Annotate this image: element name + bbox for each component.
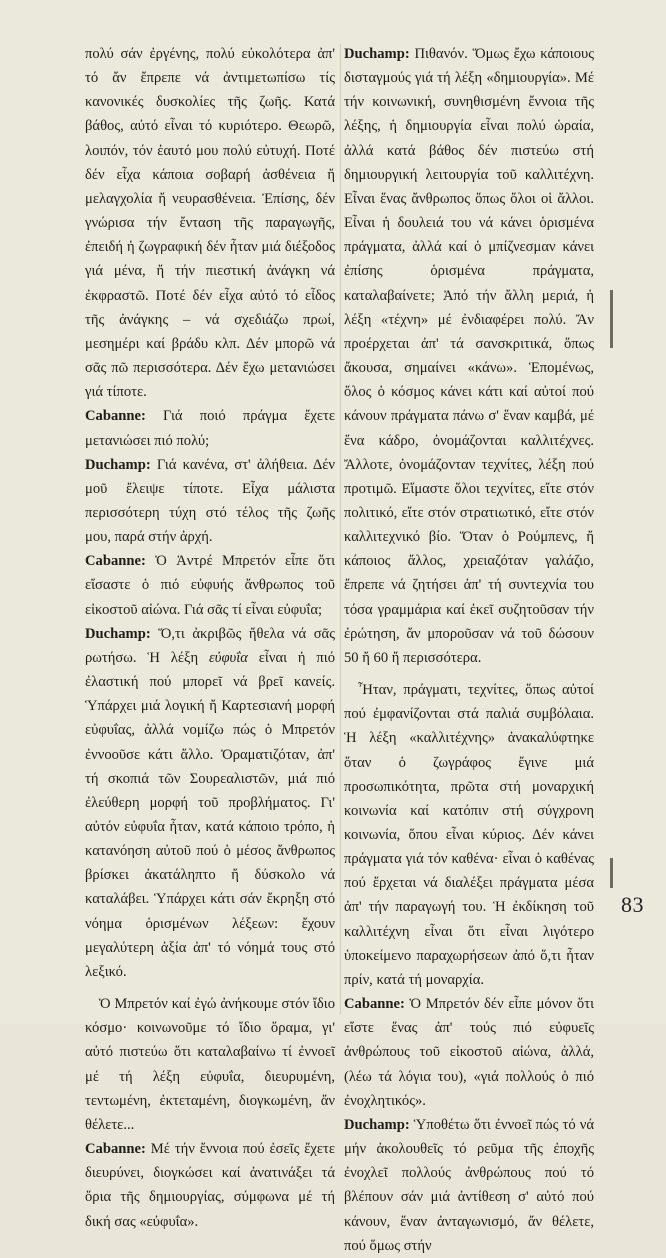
- dialogue-text: Γιά κανένα, στ' ἀλήθεια. Δέν μοῦ ἔλειψε τίποτε. Εἶχα μάλιστα περισσότερη τύχη στό τέλος τῆς ζωῆς μου, παρά στήν ἀρχή.: [85, 456, 335, 546]
- left-column: [85, 42, 335, 1234]
- paragraph-1: πολύ σάν ἐργένης, πολύ εὐκολότερα ἀπ' τό ἄν ἔπρεπε νά ἀντιμετωπίσω τίς κανονικές δυσκολίες τῆς ζωῆς. Κατά βάθος, αὐτό εἶναι τό κυριότερο. Θεωρῶ, λοιπόν, τόν ἑαυτό μου πολύ εὐτυχή. Ποτέ δέν εἶχα κάποια σοβαρή ἀσθένεια ἤ μελαγχολία ἤ νευρασθένεια. Ἐπίσης, δέν γνώρισα τήν ἔνταση τῆς παραγωγῆς, ἐπειδή ἡ ζωγραφική δέν ἦταν μιά διέξοδος γιά μένα, ἤ τήν πιεστική ἀνάγκη νά ἐκφραστῶ. Ποτέ δέν εἶχα αὐτό τό εἶδος τῆς ἀνάγκης – νά σχεδιάζω πρωί, μεσημέρι καί βράδυ κλπ. Δέν μπορῶ νά σᾶς πῶ περισσότερα. Δέν ἔχω μετανιώσει γιά τίποτε.: [85, 46, 335, 401]
- dialogue-text: Ὑποθέτω ὅτι ἐννοεῖ πώς τό νά μήν ἀκολουθεῖς τό ρεῦμα τῆς ἐποχῆς ἐνοχλεῖ πολλούς ἀνθρώπους πού τό βλέπουν σάν μιά ἀντίθεση σ' αὐτό πού κάνουν, ἕναν ἀνταγωνισμό, ἄν θέλετε, πού ὅμως στήν: [344, 1116, 594, 1254]
- dialogue-text: Ὅ,τι ἀκριβῶς ἤθελα νά σᾶς ρωτήσω. Ἡ λέξη: [85, 625, 335, 666]
- speaker-label: Cabanne:: [344, 996, 405, 1013]
- paragraph-11: [344, 1113, 594, 1258]
- paragraph-4: [85, 549, 335, 621]
- speaker-label: Duchamp:: [344, 46, 410, 62]
- margin-mark: [610, 858, 613, 888]
- page-number: 83: [621, 892, 644, 917]
- margin-mark: [610, 290, 613, 348]
- dialogue-text: Γιά ποιό πράγμα ἔχετε μετανιώσει πιό πολύ;: [85, 408, 335, 449]
- paragraph-3: [85, 453, 335, 550]
- column-divider: [340, 44, 341, 1014]
- speaker-label: Cabanne:: [85, 1141, 146, 1158]
- paragraph-2: [85, 404, 335, 452]
- dialogue-text: Ὁ Ἀντρέ Μπρετόν εἶπε ὅτι εἴσαστε ὁ πιό εὐφυής ἄνθρωπος τοῦ εἰκοστοῦ αἰώνα. Γιά σᾶς τί εἶναι εὐφυΐα;: [85, 553, 335, 618]
- speaker-label: Duchamp:: [85, 456, 151, 473]
- paragraph-9: Ἦταν, πράγματι, τεχνίτες, ὅπως αὐτοί πού ἐμφανίζονται στά παλιά συμβόλαια. Ἡ λέξη «καλλιτέχνης» ἀνακαλύφτηκε ὅταν ὁ ζωγράφος ἔγινε μιά προσωπικότητα, πρῶτα στή μοναρχική κοινωνία καί κατόπιν στή σύγχρονη κοινωνία, ὅπου εἶναι κύριος. Δέν κάνει πράγματα γιά τόν καθένα· εἶναι ὁ καθένας πού ἔρχεται νά διαλέξει πράγματα μέσα ἀπ' τήν παραγωγή του. Ἡ ἐκδίκηση τοῦ καλλιτέχνη εἶναι ὅτι εἶναι λιγότερο ὑποκείμενο παραχωρήσεων ἀπό ὅ,τι ἦταν πρίν, κατά τή μοναρχία.: [344, 682, 594, 988]
- speaker-label: Duchamp:: [85, 625, 151, 642]
- paragraph-6: Ὁ Μπρετόν καί ἐγώ ἀνήκουμε στόν ἴδιο κόσμο· κοινωνοῦμε τό ἴδιο ὅραμα, γι' αὐτό πιστεύω ὅτι καταλαβαίνω τί ἐννοεῖ μέ τή λέξη εὐφυΐα, διευρυμένη, τεντωμένη, ἐκτεταμένη, διογκωμένη, ἄν θέλετε...: [85, 996, 335, 1133]
- dialogue-text: Ὁ Μπρετόν δέν εἶπε μόνον ὅτι εἴστε ἕνας ἀπ' τούς πιό εὐφυεῖς ἀνθρώπους τοῦ εἰκοστοῦ αἰώνα, ἀλλά, (λέω τά λόγια του), «γιά πολλούς ὁ πιό ἐνοχλητικός».: [344, 996, 594, 1109]
- dialogue-text: Μέ τήν ἔννοια πού ἐσεῖς ἔχετε διευρύνει, διογκώσει καί ἀνατινάξει τά ὅρια τῆς δημιουργίας, σύμφωνα μέ τή δική σας «εὐφυΐα».: [85, 1141, 335, 1230]
- speaker-label: Duchamp:: [344, 1116, 410, 1133]
- paragraph-8: [344, 42, 594, 670]
- dialogue-text: εἶναι ἡ πιό ἐλαστική πού μπορεῖ νά βρεῖ κανείς. Ὑπάρχει μιά λογική ἤ Καρτεσιανή μορφή εὐφυΐας, ἀλλά νομίζω πώς ὁ Μπρετόν ἐννοοῦσε κάτι ἄλλο. Ὁραματιζόταν, ἀπ' τή σκοπιά τῶν Σουρεαλιστῶν, μιά πιό ἐλεύθερη μορφή τοῦ προβλήματος. Γι' αὐτόν εὐφυΐα ἦταν, κατά κάποιο τρόπο, ἡ κατανόηση αὐτοῦ πού ὁ μέσος ἄνθρωπος βρίσκει ἀκατάληπτο ἤ δύσκολο νά καταλάβει. Ὑπάρχει κάτι σάν ἔκρηξη στό νόημα ὁρισμένων λέξεων: ἔχουν μεγαλύτερη ἀξία ἀπ' τό νόημά τους στό λεξικό.: [85, 649, 335, 980]
- dialogue-text: Πιθανόν. Ὅμως ἔχω κάποιους δισταγμούς γιά τή λέξη «δημιουργία». Μέ τήν κοινωνική, συνηθισμένη ἔννοια τῆς λέξης, ἡ δημιουργία εἶναι πολύ ὡραία, ἀλλά κατά βάθος δέν πιστεύω στή δημιουργική λειτουργία τοῦ καλλιτέχνη. Εἶναι ἕνας ἄνθρωπος ὅπως ὅλοι οἱ ἄλλοι. Εἶναι ἡ δουλειά του νά κάνει ὁρισμένα πράγματα, ἀλλά καί ὁ μπίζνεσμαν κάνει ἐπίσης ὁρισμένα πράγματα, καταλαβαίνετε; Ἀπό τήν ἄλλη μεριά, ἡ λέξη «τέχνη» μέ ἐνδιαφέρει πολύ. Ἄν προέρχεται ἀπ' τά σανσκριτικά, ὅπως ἄκουσα, σημαίνει «κάνω». Ἑπομένως, ὅλος ὁ κόσμος κάνει κάτι καί αὐτοί πού κάνουν πράγματα πάνω σ' ἕναν καμβά, μέ ἕνα κάδρο, ὀνομάζονται καλλιτέχνες. Ἄλλοτε, ὀνομάζονταν τεχνίτες, λέξη πού προτιμῶ. Εἴμαστε ὅλοι τεχνίτες, εἴτε στόν πολιτικό, εἴτε στόν στρατιωτικό, εἴτε στόν καλλιτεχνικό βίο. Ὅταν ὁ Ρούμπενς, ἤ κάποιος ἄλλος, χρειαζόταν γαλάζιο, ἔπρεπε νά ζητήσει ἀπ' τή συντεχνία του τόσα γραμμάρια καί ἐκεῖ συζητοῦσαν τήν ἐρώτηση, ἄν μποροῦσαν νά τοῦ δώσουν 50 ἤ 60 ἤ περισσότερα.: [344, 46, 594, 666]
- paragraph-10: [344, 992, 594, 1113]
- speaker-label: Cabanne:: [85, 408, 146, 425]
- paragraph-5: [85, 622, 335, 984]
- speaker-label: Cabanne:: [85, 553, 146, 570]
- paragraph-7: [85, 1137, 335, 1234]
- right-column: [344, 42, 594, 1258]
- emphasis-word: εὐφυΐα: [209, 649, 248, 666]
